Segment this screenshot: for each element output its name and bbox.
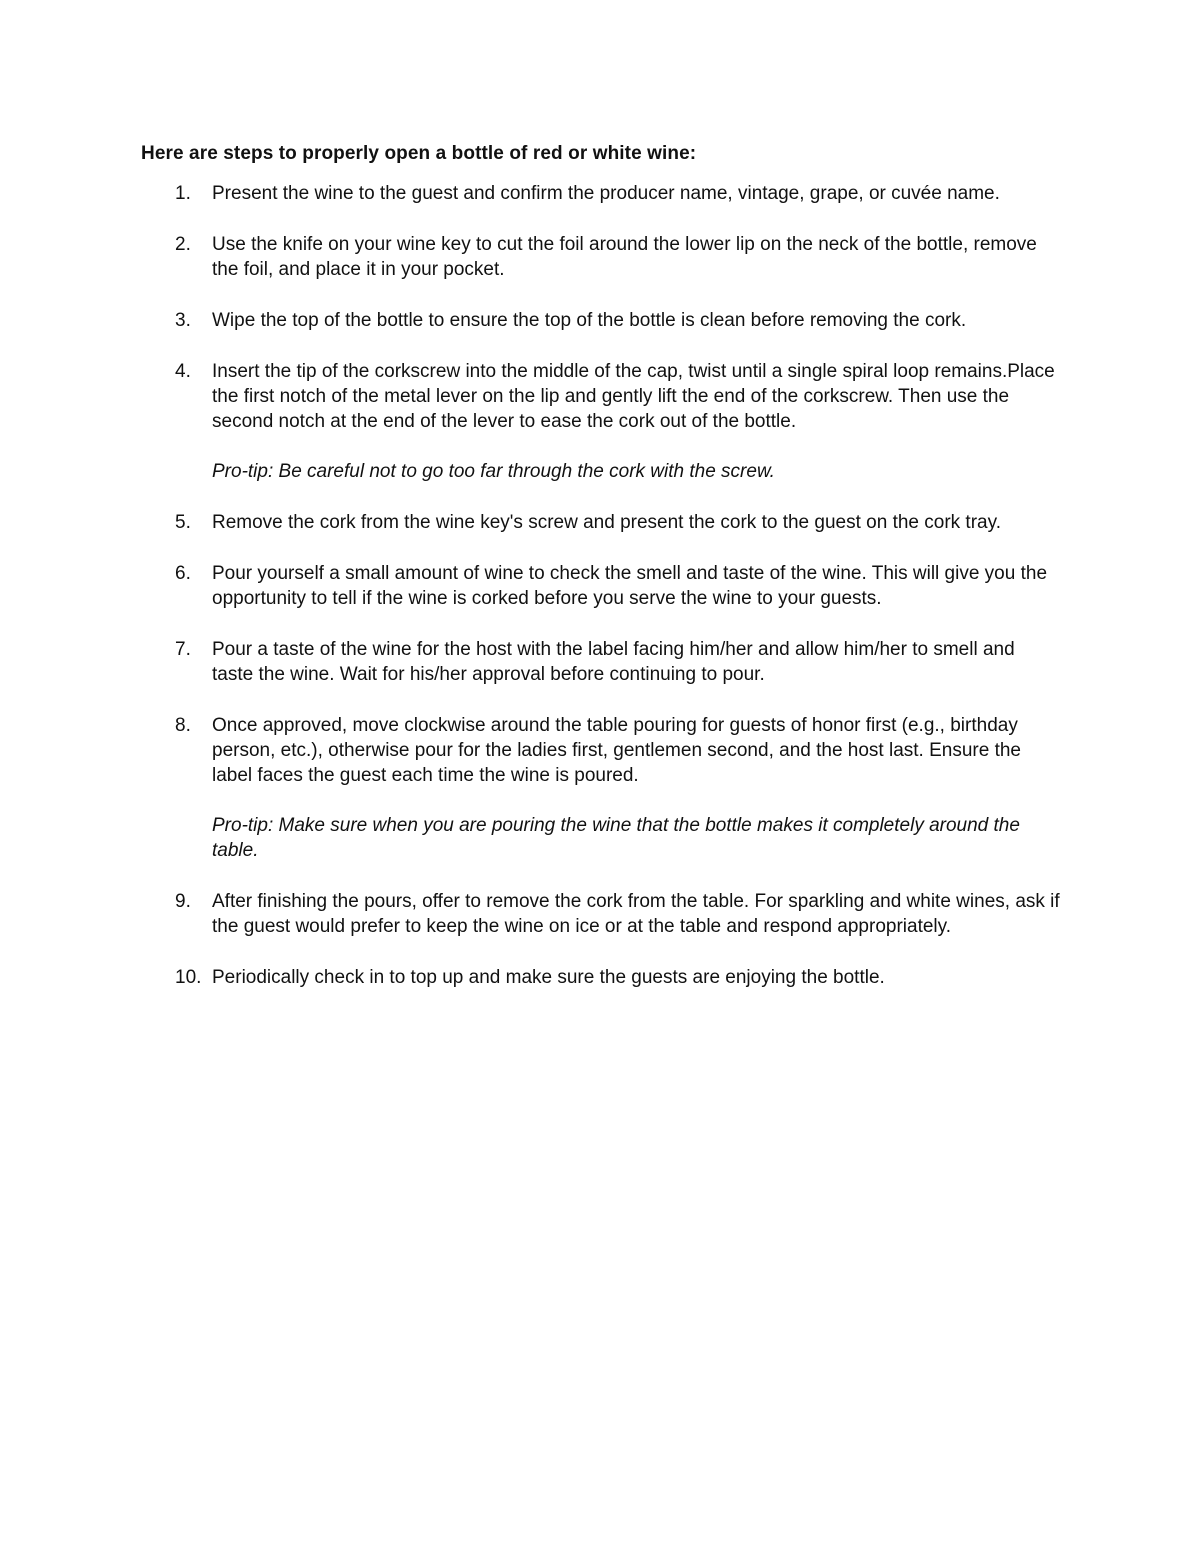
pro-tip: Pro-tip: Be careful not to go too far through the cork with the screw. xyxy=(212,461,775,482)
list-item-step-3 xyxy=(141,308,1061,333)
list-item-step-4 xyxy=(141,359,1061,484)
step-text: Remove the cork from the wine key's screw and present the cork to the guest on the cork tray. xyxy=(212,512,1001,533)
list-item-step-2 xyxy=(141,232,1061,282)
list-item-step-1 xyxy=(141,181,1061,206)
step-text: Pour a taste of the wine for the host with the label facing him/her and allow him/her to smell and taste the wine. Wait for his/her approval before continuing to pour. xyxy=(212,639,1015,685)
step-number: 1. xyxy=(175,183,191,204)
step-number: 10. xyxy=(175,967,202,988)
step-text: Wipe the top of the bottle to ensure the top of the bottle is clean before removing the cork. xyxy=(212,310,967,331)
list-item-step-10 xyxy=(141,965,1061,990)
document-page xyxy=(141,141,1061,1016)
step-number: 6. xyxy=(175,563,191,584)
step-number: 7. xyxy=(175,639,191,660)
step-text: Periodically check in to top up and make sure the guests are enjoying the bottle. xyxy=(212,967,885,988)
step-text: Pour yourself a small amount of wine to check the smell and taste of the wine. This will give you the opportunity to tell if the wine is corked before you serve the wine to your guests. xyxy=(212,563,1048,609)
step-text: Present the wine to the guest and confirm the producer name, vintage, grape, or cuvée name. xyxy=(212,183,1000,204)
step-text: Use the knife on your wine key to cut the foil around the lower lip on the neck of the bottle, remove the foil, and place it in your pocket. xyxy=(212,234,1037,280)
step-number: 4. xyxy=(175,361,191,382)
pro-tip: Pro-tip: Make sure when you are pouring the wine that the bottle makes it completely around the table. xyxy=(212,815,1020,861)
step-number: 3. xyxy=(175,310,191,331)
list-item-step-5 xyxy=(141,510,1061,535)
step-number: 9. xyxy=(175,891,191,912)
step-text: After finishing the pours, offer to remove the cork from the table. For sparkling and white wines, ask if the guest would prefer to keep the wine on ice or at the table and respond appropriately. xyxy=(212,891,1060,937)
list-item-step-6 xyxy=(141,561,1061,611)
step-text: Once approved, move clockwise around the table pouring for guests of honor first (e.g., birthday person, etc.), otherwise pour for the ladies first, gentlemen second, and the host last. Ensure the label faces the guest each time the wine is poured. xyxy=(212,715,1022,786)
list-item-step-9 xyxy=(141,889,1061,939)
step-number: 5. xyxy=(175,512,191,533)
list-item-step-8 xyxy=(141,713,1061,863)
list-item-step-7 xyxy=(141,637,1061,687)
step-number: 8. xyxy=(175,715,191,736)
steps-list xyxy=(141,181,1061,990)
document-heading: Here are steps to properly open a bottle of red or white wine: xyxy=(141,143,697,164)
step-number: 2. xyxy=(175,234,191,255)
step-text: Insert the tip of the corkscrew into the middle of the cap, twist until a single spiral loop remains.Place the first notch of the metal lever on the lip and gently lift the end of the corkscrew. Then use the second notch at the end of the lever to ease the cork out of the bottle. xyxy=(212,361,1055,432)
